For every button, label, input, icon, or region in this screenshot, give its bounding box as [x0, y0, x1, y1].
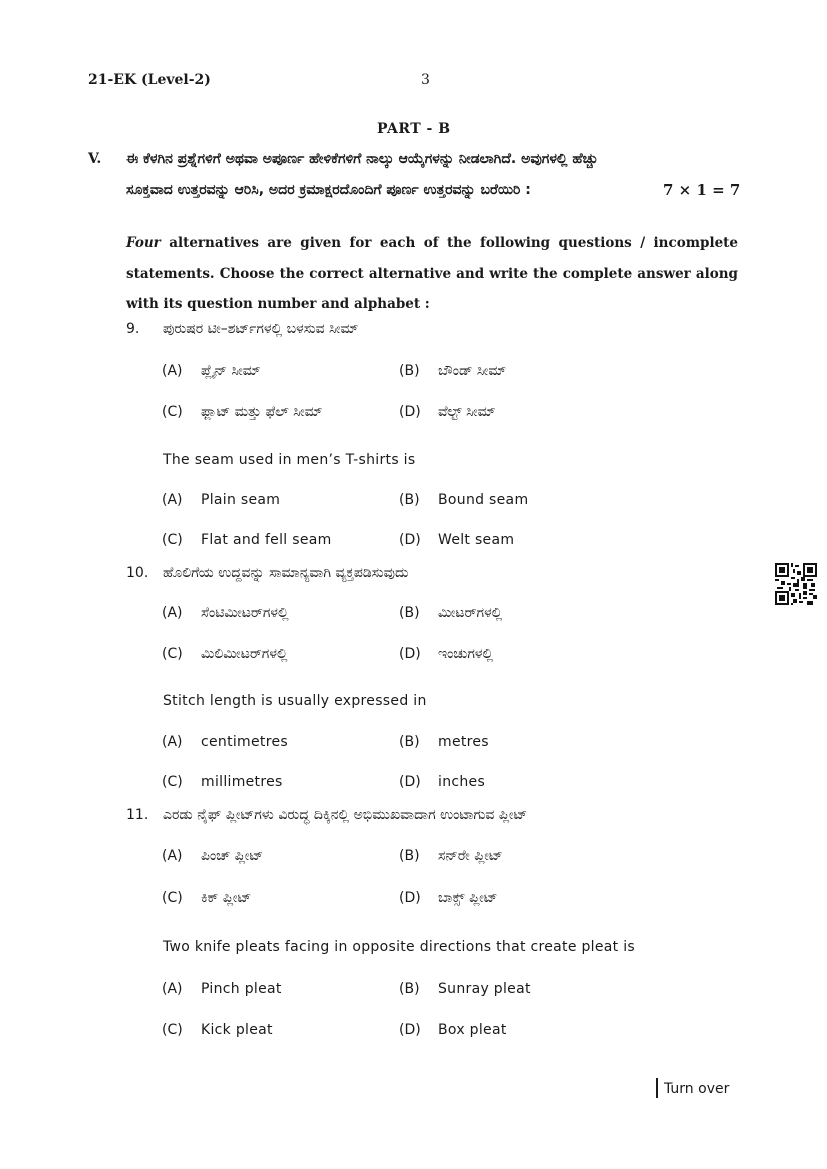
part-title: PART - B [377, 121, 451, 137]
question-english: The seam used in men’s T-shirts is [163, 452, 416, 468]
instruction-kannada-line2: ಸೂಕ್ತವಾದ ಉತ್ತರವನ್ನು ಆರಿಸಿ, ಅದರ ಕ್ರಮಾಕ್ಷರದೊಂದಿಗೆ ಪೂರ್ಣ ಉತ್ತರವನ್ನು ಬರೆಯಿರಿ : [126, 182, 531, 198]
marks-scheme: 7 × 1 = 7 [663, 181, 741, 199]
option-label: (D) [399, 774, 421, 790]
qr-code-icon [775, 563, 817, 605]
option-text-english: Kick pleat [201, 1022, 273, 1038]
option-label: (D) [399, 646, 421, 662]
option-text-kannada: ಕಿಕ್ ಪ್ಲೀಟ್ [201, 890, 252, 906]
instruction-english-italic: Four [126, 235, 161, 251]
turn-over-note: Turn over [656, 1078, 729, 1098]
question-number: 11. [126, 807, 149, 823]
option-text-english: Flat and fell seam [201, 532, 332, 548]
option-label: (C) [162, 774, 183, 790]
option-text-kannada: ಸೆಂಟಿಮೀಟರ್‌ಗಳಲ್ಲಿ [201, 605, 289, 621]
option-label: (D) [399, 890, 421, 906]
option-label: (B) [399, 492, 420, 508]
question-english: Two knife pleats facing in opposite directions that create pleat is [163, 939, 635, 955]
page-number: 3 [421, 72, 430, 88]
option-text-kannada: ಇಂಚುಗಳಲ್ಲಿ [438, 646, 494, 662]
option-label: (A) [162, 492, 183, 508]
option-text-english: Plain seam [201, 492, 281, 508]
option-label: (A) [162, 848, 183, 864]
option-label: (C) [162, 404, 183, 420]
option-text-kannada: ಪಿಂಚ್ ಪ್ಲೀಟ್ [201, 848, 264, 864]
option-text-english: Box pleat [438, 1022, 507, 1038]
option-label: (C) [162, 890, 183, 906]
option-text-english: Bound seam [438, 492, 529, 508]
option-label: (D) [399, 1022, 421, 1038]
option-text-english: Pinch pleat [201, 981, 282, 997]
option-text-english: centimetres [201, 734, 288, 750]
option-text-english: Sunray pleat [438, 981, 531, 997]
instruction-english [126, 228, 738, 320]
instruction-kannada-line1: ಈ ಕೆಳಗಿನ ಪ್ರಶ್ನೆಗಳಿಗೆ ಅಥವಾ ಅಪೂರ್ಣ ಹೇಳಿಕೆಗಳಿಗೆ ನಾಲ್ಕು ಆಯ್ಕೆಗಳನ್ನು ನೀಡಲಾಗಿದೆ. ಅವುಗಳಲ್ಲಿ ಹೆಚ್ಚು [126, 151, 599, 167]
option-text-kannada: ಬೌಂಡ್ ಸೀಮ್ [438, 363, 507, 379]
option-label: (A) [162, 981, 183, 997]
question-kannada: ಹೊಲಿಗೆಯ ಉದ್ದವನ್ನು ಸಾಮಾನ್ಯವಾಗಿ ವ್ಯಕ್ತಪಡಿಸುವುದು [163, 565, 409, 581]
option-label: (A) [162, 605, 183, 621]
option-text-english: millimetres [201, 774, 283, 790]
option-label: (C) [162, 532, 183, 548]
question-kannada: ಪುರುಷರ ಟೀ–ಶರ್ಟ್‌ಗಳಲ್ಲಿ ಬಳಸುವ ಸೀಮ್ [163, 321, 359, 337]
option-text-kannada: ಪ್ಲೈನ್ ಸೀಮ್ [201, 363, 261, 379]
option-text-english: metres [438, 734, 489, 750]
option-label: (B) [399, 848, 420, 864]
option-text-english: Welt seam [438, 532, 515, 548]
option-label: (B) [399, 363, 420, 379]
option-label: (B) [399, 734, 420, 750]
option-label: (D) [399, 404, 421, 420]
question-kannada: ಎರಡು ನೈಫ್ ಪ್ಲೀಟ್‌ಗಳು ವಿರುದ್ಧ ದಿಕ್ಕಿನಲ್ಲಿ ಅಭಿಮುಖವಾದಾಗ ಉಂಟಾಗುವ ಪ್ಲೀಟ್ [163, 807, 528, 823]
option-label: (A) [162, 363, 183, 379]
option-label: (B) [399, 605, 420, 621]
option-text-kannada: ಬಾಕ್ಸ್ ಪ್ಲೀಟ್ [438, 890, 498, 906]
option-label: (A) [162, 734, 183, 750]
option-text-kannada: ಸನ್‌ರೇ ಪ್ಲೀಟ್ [438, 848, 503, 864]
option-text-kannada: ಮಿಲಿಮೀಟರ್‌ಗಳಲ್ಲಿ [201, 646, 288, 662]
option-text-kannada: ವೆಲ್ಟ್ ಸೀಮ್ [438, 404, 496, 420]
question-english: Stitch length is usually expressed in [163, 693, 427, 709]
option-text-kannada: ಫ್ಲಾಟ್ ಮತ್ತು ಫೆಲ್ ಸೀಮ್ [201, 404, 323, 420]
option-label: (C) [162, 646, 183, 662]
instruction-english-text: alternatives are given for each of the following questions / incomplete statements. Choose the correct alternative and write the complete answer along with its question number and alphabet : [126, 235, 738, 312]
option-text-kannada: ಮೀಟರ್‌ಗಳಲ್ಲಿ [438, 605, 503, 621]
option-label: (D) [399, 532, 421, 548]
section-number: V. [88, 151, 102, 167]
question-number: 10. [126, 565, 149, 581]
option-label: (C) [162, 1022, 183, 1038]
option-label: (B) [399, 981, 420, 997]
question-number: 9. [126, 321, 140, 337]
paper-code: 21-EK (Level-2) [88, 72, 211, 88]
option-text-english: inches [438, 774, 486, 790]
